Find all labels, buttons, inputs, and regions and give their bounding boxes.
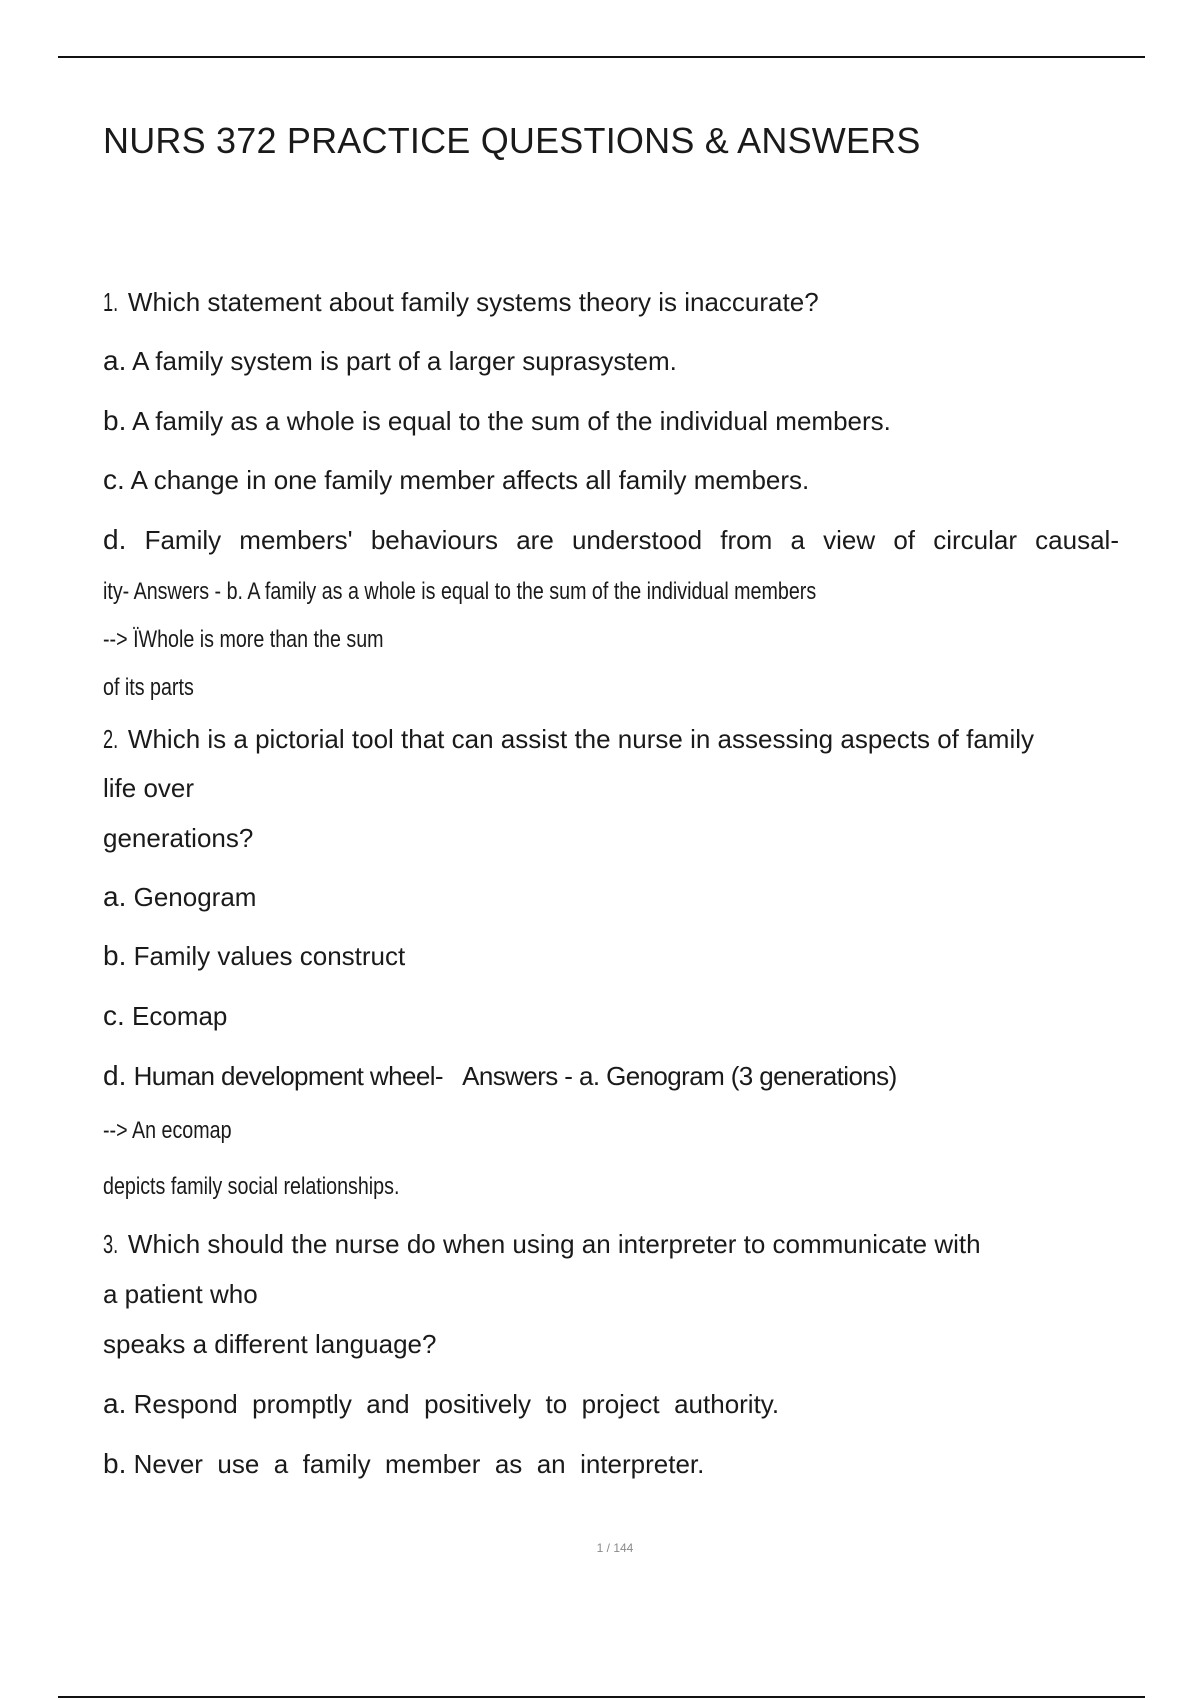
option-letter: b.: [103, 940, 127, 971]
option-text: Human development wheel-: [133, 1061, 443, 1091]
question-2-option-b: [103, 940, 405, 972]
option-text: Respond promptly and positively to project authority.: [133, 1389, 780, 1419]
option-text: Family values construct: [133, 941, 406, 971]
option-letter: d.: [103, 1060, 127, 1091]
question-3-stem-line-1: [103, 1229, 981, 1260]
question-number: 3.: [103, 1229, 119, 1259]
question-2-rationale-line-2: depicts family social relationships.: [103, 1173, 400, 1200]
question-text: Which should the nurse do when using an interpreter to communicate with: [127, 1229, 981, 1259]
page-number: 1 / 144: [596, 1541, 634, 1555]
question-3-option-a: [103, 1388, 779, 1420]
footer-rule: [58, 1696, 1145, 1698]
question-1-stem: [103, 287, 819, 318]
question-1-option-d: [103, 524, 1119, 556]
option-text: A change in one family member affects all family members.: [130, 465, 810, 495]
option-text: Family members' behaviours are understood from a view of circular causal-: [144, 525, 1119, 555]
question-2-option-c: [103, 1000, 227, 1032]
option-text: Genogram: [133, 882, 257, 912]
question-1-option-c: [103, 464, 809, 496]
option-text: A family as a whole is equal to the sum of the individual members.: [132, 406, 891, 436]
option-letter: c.: [103, 1000, 125, 1031]
question-text: Which statement about family systems theory is inaccurate?: [127, 287, 819, 317]
question-3-option-b: [103, 1448, 704, 1480]
question-1-rationale-line-2: of its parts: [103, 674, 194, 701]
document-title: NURS 372 PRACTICE QUESTIONS & ANSWERS: [103, 120, 921, 161]
question-2-option-a: [103, 881, 256, 913]
option-text: A family system is part of a larger suprasystem.: [132, 346, 677, 376]
question-2-stem-line-2: life over: [103, 773, 195, 803]
option-text: Never use a family member as an interpreter.: [133, 1449, 705, 1479]
header-rule: [58, 56, 1145, 58]
question-1-rationale-line-1: --> ÏWhole is more than the sum: [103, 626, 384, 653]
question-2-option-d: [103, 1060, 897, 1092]
question-3-stem-line-3: speaks a different language?: [103, 1329, 437, 1359]
question-number: 2.: [103, 724, 119, 754]
question-2-answer: Answers - a. Genogram (3 generations): [462, 1061, 897, 1091]
question-2-stem-line-3: generations?: [103, 823, 254, 853]
option-letter: a.: [103, 1388, 127, 1419]
option-text: Ecomap: [132, 1001, 228, 1031]
question-text: Which is a pictorial tool that can assist the nurse in assessing aspects of family: [127, 724, 1034, 754]
question-1-answer: ity- Answers - b. A family as a whole is equal to the sum of the individual members: [103, 578, 817, 605]
question-1-option-b: [103, 405, 891, 437]
option-letter: d.: [103, 524, 127, 555]
question-3-stem-line-2: a patient who: [103, 1279, 258, 1309]
question-2-stem-line-1: [103, 724, 1034, 755]
question-number: 1.: [103, 287, 119, 317]
option-letter: a.: [103, 881, 127, 912]
option-letter: b.: [103, 405, 127, 436]
question-1-option-a: [103, 345, 677, 377]
option-letter: a.: [103, 345, 127, 376]
option-letter: c.: [103, 464, 125, 495]
question-2-rationale-line-1: --> An ecomap: [103, 1117, 232, 1144]
option-letter: b.: [103, 1448, 127, 1479]
